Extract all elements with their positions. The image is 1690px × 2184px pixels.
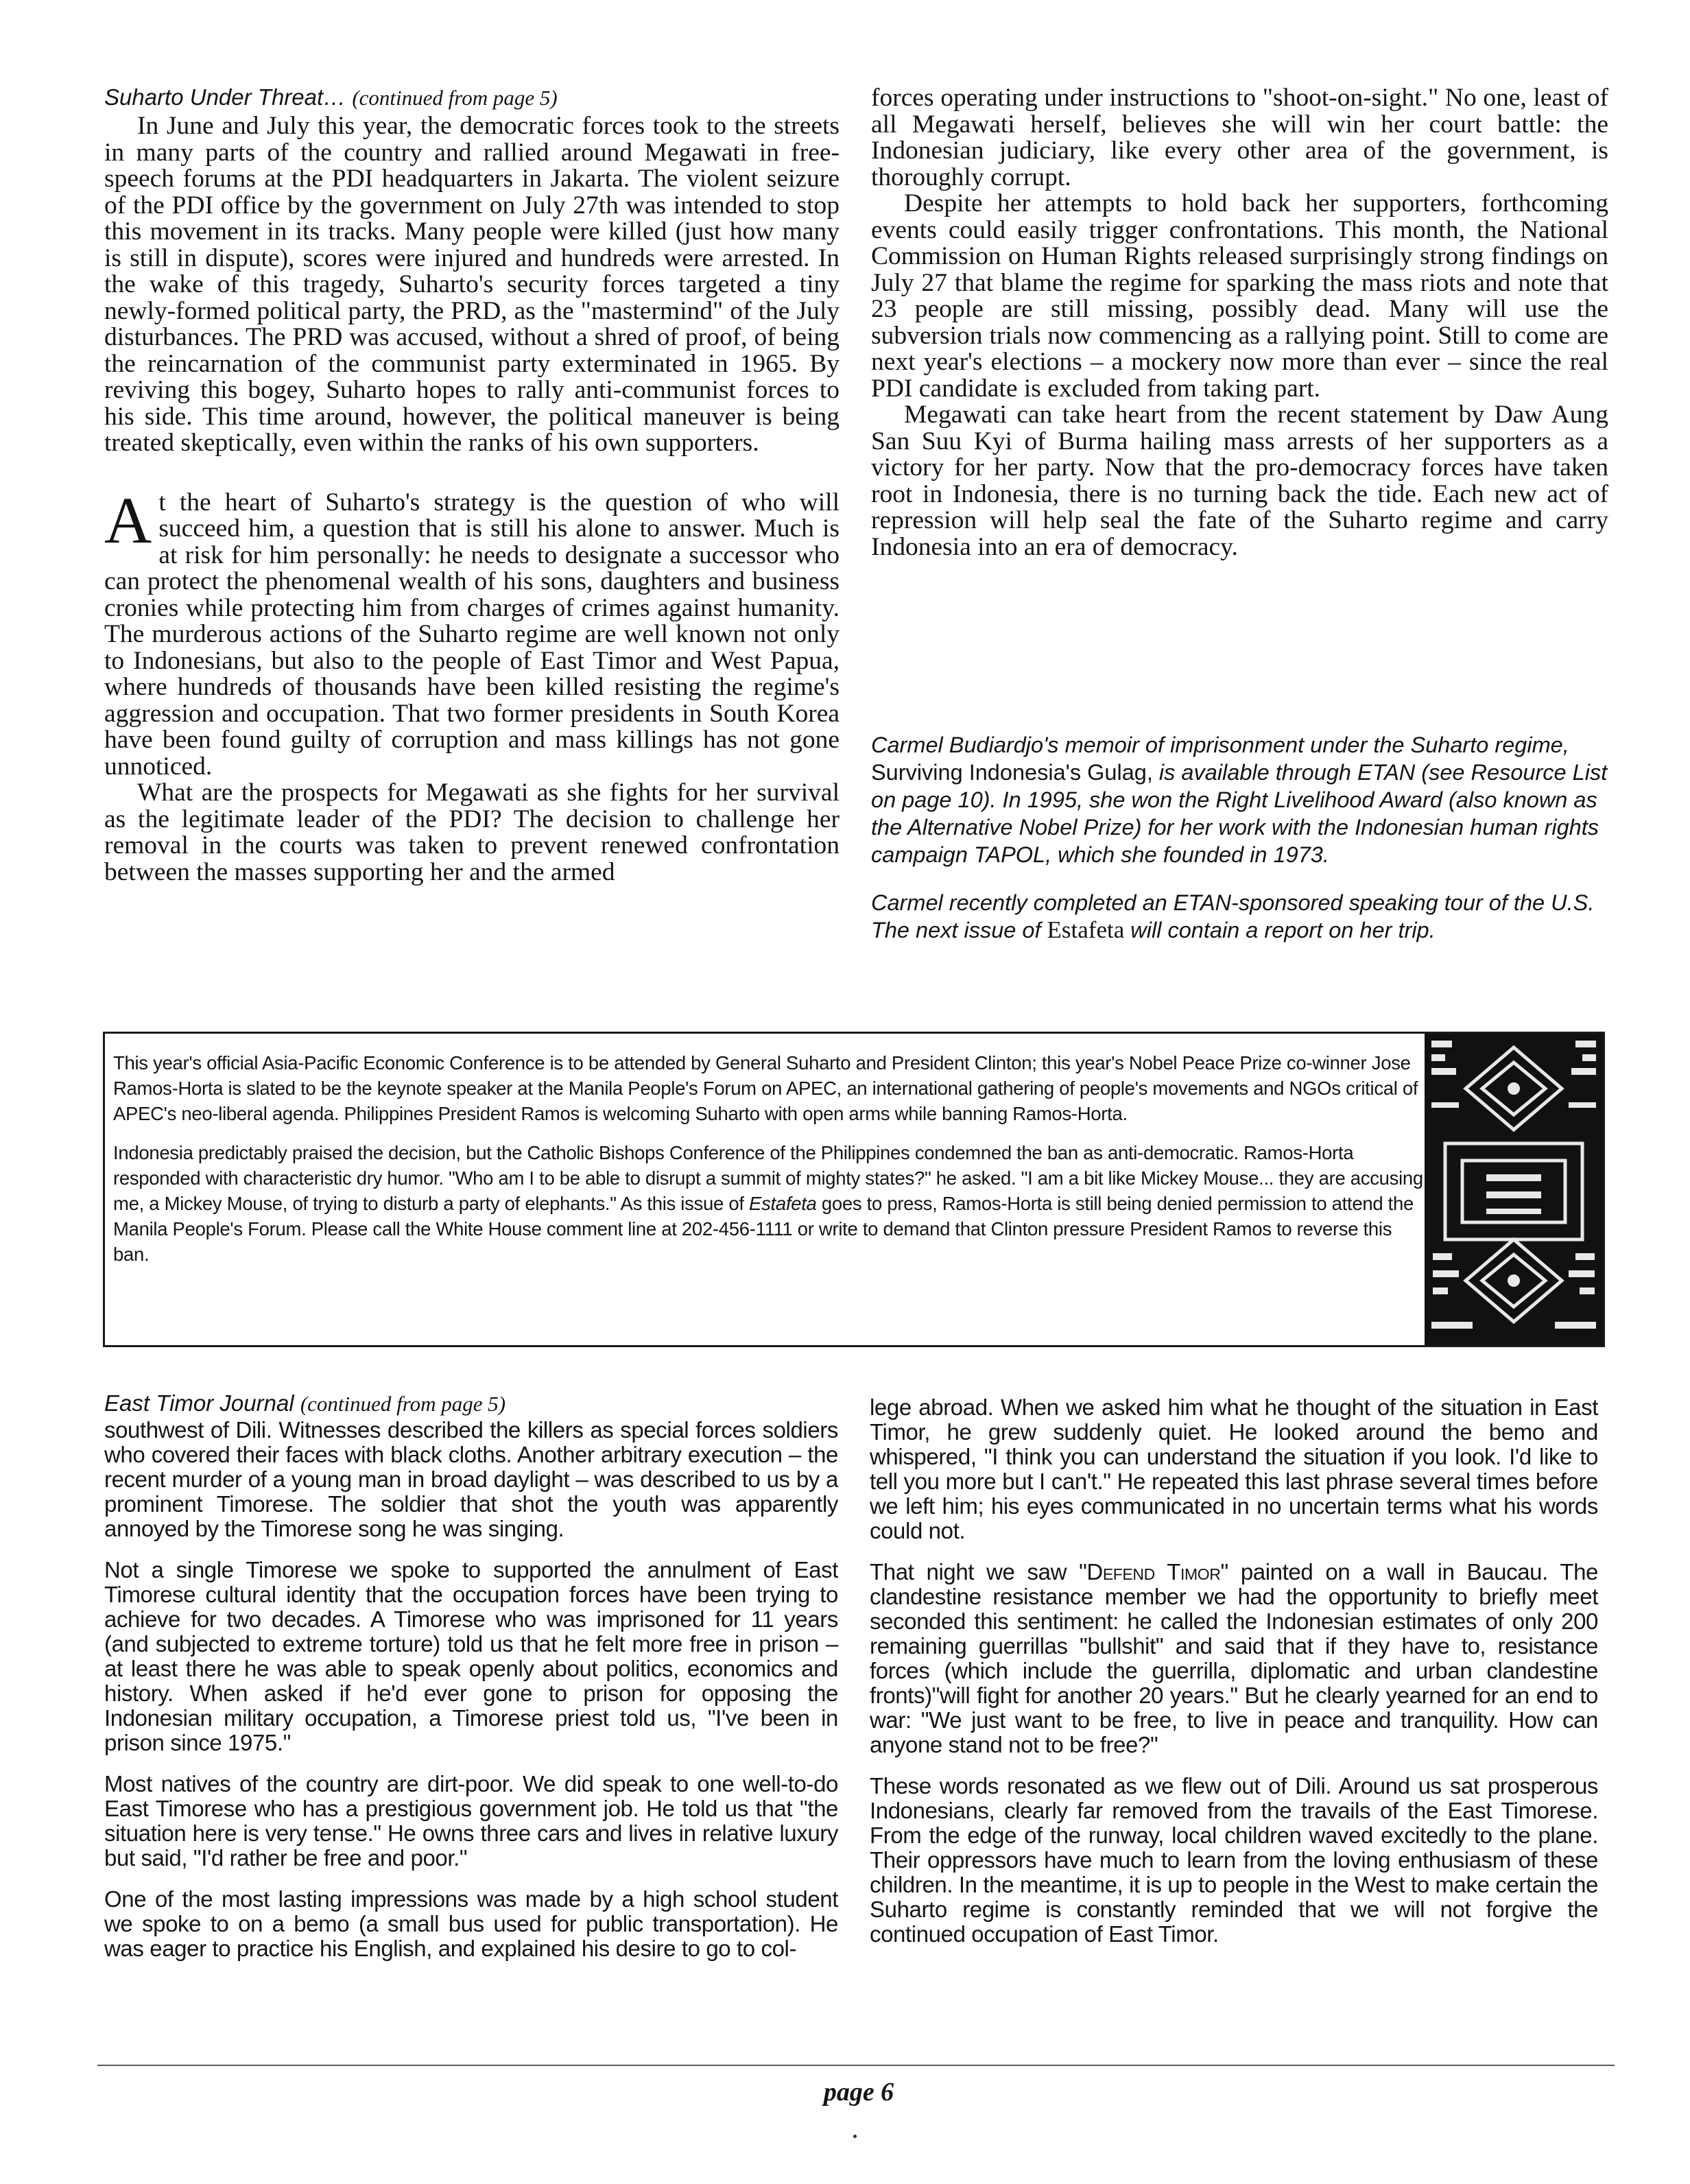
bio-paragraph: [871, 889, 1619, 944]
paragraph-gap: [104, 457, 840, 490]
article-body: [871, 85, 1608, 560]
paragraph: These words resonated as we flew out of Dili. Around us sat prosperous Indonesians, clearly far removed from the travails of the East Timorese. From the edge of the runway, local children waved excitedly to the plane. Their oppressors have much to learn from the loving enthusiasm of these children. In the meantime, it is up to people in the West to make certain the Suharto regime is constantly reminded that we will not forgive the continued occupation of East Timor.: [870, 1773, 1598, 1947]
paragraph: forces operating under instructions to "shoot-on-sight." No one, least of all Megawati herself, believes she will win her court battle: the Indonesian judiciary, like every other area of the government, is thoroughly corrupt.: [871, 84, 1608, 191]
paragraph: Not a single Timorese we spoke to supported the annulment of East Timorese cultural identity that the occupation forces have been trying to achieve for two decades. A Timorese who was imprisoned for 11 years (and subjected to extreme torture) told us that he felt more free in prison – at least there he was able to speak openly about politics, economics and history. When asked if he'd ever gone to prison for opposing the Indonesian military occupation, a Timorese priest told us, "I've been in prison since 1975.": [104, 1557, 838, 1755]
publication-name: Estafeta: [1047, 916, 1125, 943]
paragraph: Megawati can take heart from the recent statement by Daw Aung San Suu Kyi of Burma hailing mass arrests of her supporters as a victory for her party. Now that the pro-democracy forces have taken root in Indonesia, there is no turning back the tide. Each new act of repression will help seal the fate of the Suharto regime and carry Indonesia into an era of democracy.: [871, 401, 1608, 561]
article-body: [104, 1418, 838, 1961]
article-timor-col-right: [870, 1395, 1598, 1947]
paragraph: In June and July this year, the democratic forces took to the streets in many parts of the country and rallied around Megawati in free-speech forums at the PDI headquarters in Jakarta. The violent seizure of the PDI office by the government on July 27th was intended to stop this movement in its tracks. Many people were killed (just how many is still in dispute), scores were injured and hundreds were arrested. In the wake of this tragedy, Suharto's security forces targeted a tiny newly-formed political party, the PRD, as the "mastermind" of the July disturbances. The PRD was accused, without a shred of proof, of being the reincarnation of the communist party exterminated in 1965. By reviving this bogey, Suharto hopes to rally anti-communist forces to his side. This time around, however, the political maneuver is being treated skeptically, even within the ranks of his own supporters.: [104, 112, 840, 457]
notice-paragraph: [113, 1140, 1423, 1267]
publication-name: Estafeta: [749, 1193, 817, 1214]
paragraph-text: t the heart of Suharto's strategy is the question of who will succeed him, a question that is still his alone to answer. Much is at risk for him personally: he needs to designate a successor who can protect the phenomenal wealth of his sons, daughters and business cronies while protecting him from charges of crimes against humanity. The murderous actions of the Suharto regime are well known not only to Indonesians, but also to the people of East Timor and West Papua, where hundreds of thousands have been killed resisting the regime's aggression and occupation. That two former presidents in South Korea have been found guilty of corruption and mass killings has not gone unnoticed.: [104, 488, 840, 781]
paragraph-text: " painted on a wall in Baucau. The clandestine resistance member we had the opportunity to briefly meet seconded this sentiment: he called the Indonesian estimates of only 200 remaining guerrillas "bullshit" and said that if they have to, resistance forces (which include the guerrilla, diplomatic and urban clandestine fronts)"will fight for another 20 years." But he clearly yearned for an end to war: "We just want to be free, to live in peace and tranquility. How can anyone stand not to be free?": [870, 1559, 1599, 1757]
paragraph: Most natives of the country are dirt-poor. We did speak to one well-to-do East Timorese who has a prestigious government job. He told us that "the situation here is very tense." He owns three cars and lives in relative luxury but said, "I'd rather be free and poor.": [104, 1771, 838, 1871]
footer-rule: [97, 2065, 1615, 2066]
timorese-textile-pattern-image: [1425, 1034, 1603, 1345]
kicker-title: Suharto Under Threat…: [104, 84, 346, 110]
bio-text: will contain a report on her trip.: [1130, 918, 1436, 942]
book-title: Surviving Indonesia's Gulag,: [871, 760, 1153, 785]
author-bio: [871, 731, 1619, 964]
article-body: [104, 113, 840, 886]
paragraph: southwest of Dili. Witnesses described the killers as special forces soldiers who covered their faces with black cloths. Another arbitrary execution – the recent murder of a young man in broad daylight – was described to us by a prominent Timorese. The soldier that shot the youth was apparently annoyed by the Timorese song he was singing.: [104, 1417, 838, 1541]
notice-text-part: goes to press, Ramos-Horta is still being denied permission to attend the Manila People's Forum. Please call the White House comment line at 202-456-1111 or write to demand that Clinton pressure President Ramos to reverse this ban.: [113, 1193, 1414, 1265]
bio-text: Carmel Budiardjo's memoir of imprisonment under the Suharto regime,: [871, 733, 1569, 757]
paragraph: Despite her attempts to hold back her supporters, forthcoming events could easily trigger confrontations. This month, the National Commission on Human Rights released surprisingly strong findings on July 27 that blame the regime for sparking the mass riots and note that 23 people are still missing, possibly dead. Many will use the subversion trials now commencing as a rallying point. Still to come are next year's elections – a mockery now more than ever – since the real PDI candidate is excluded from taking part.: [871, 189, 1608, 403]
page-number: page 6: [823, 2078, 894, 2106]
article-suharto-col-left: [104, 85, 840, 886]
paragraph-dropcap: [104, 483, 840, 781]
notice-text-part: Indonesia predictably praised the decision, but the Catholic Bishops Conference of the Philippines condemned the ban as anti-democratic. Ramos-Horta responded with characteristic dry humor. "Who am I to be able to disrupt a summit of mighty states?" he asked. "I am a bit like Mickey Mouse... they are accusing me, a Mickey Mouse, of trying to disturb a party of elephants." As this issue of: [113, 1142, 1423, 1214]
article-timor-col-left: [104, 1391, 838, 1961]
article-body: [870, 1395, 1598, 1947]
bio-text: Carmel recently completed an ETAN-sponsored speaking tour of the U.S. The next issue of: [871, 890, 1595, 942]
paragraph: [870, 1560, 1598, 1757]
continuation-kicker: [104, 85, 840, 110]
bio-paragraph: [871, 731, 1619, 868]
drop-cap: A: [104, 483, 152, 557]
kicker-continued: (continued from page 5): [352, 86, 558, 110]
apec-notice-box: [103, 1032, 1605, 1347]
kicker-title: East Timor Journal: [104, 1390, 294, 1416]
article-suharto-col-right: [871, 85, 1608, 560]
bio-text: is available through ETAN (see Resource List on page 10). In 1995, she won the Right Livelihood Award (also known as the Alternative Nobel Prize) for her work with the Indonesian human rights campaign TAPOL, which she founded in 1973.: [871, 760, 1608, 867]
paragraph-text: That night we saw ": [870, 1559, 1087, 1584]
page-dot: [853, 2135, 857, 2138]
paragraph: What are the prospects for Megawati as she fights for her survival as the legitimate leader of the PDI? The decision to challenge her removal in the courts was taken to prevent renewed confrontation between the masses supporting her and the armed: [104, 779, 840, 886]
notice-text: [113, 1050, 1423, 1281]
notice-paragraph: This year's official Asia-Pacific Economic Conference is to be attended by General Suharto and President Clinton; this year's Nobel Peace Prize co-winner Jose Ramos-Horta is slated to be the keynote speaker at the Manila People's Forum on APEC, an international gathering of people's movements and NGOs critical of APEC's neo-liberal agenda. Philippines President Ramos is welcoming Suharto with open arms while banning Ramos-Horta.: [113, 1052, 1418, 1124]
kicker-continued: (continued from page 5): [300, 1392, 506, 1416]
graffiti-quote: Defend Timor: [1086, 1559, 1221, 1584]
paragraph: One of the most lasting impressions was made by a high school student we spoke to on a bemo (a small bus used for public transportation). He was eager to practice his English, and explained his desire to go to col-: [104, 1886, 838, 1961]
paragraph: lege abroad. When we asked him what he thought of the situation in East Timor, he grew suddenly quiet. He looked around the bemo and whispered, "I think you can understand the situation if you look. I'd like to tell you more but I can't." He repeated this last phrase several times before we left him; his eyes communicated in no uncertain terms what his words could not.: [870, 1394, 1598, 1543]
continuation-kicker: [104, 1391, 838, 1416]
